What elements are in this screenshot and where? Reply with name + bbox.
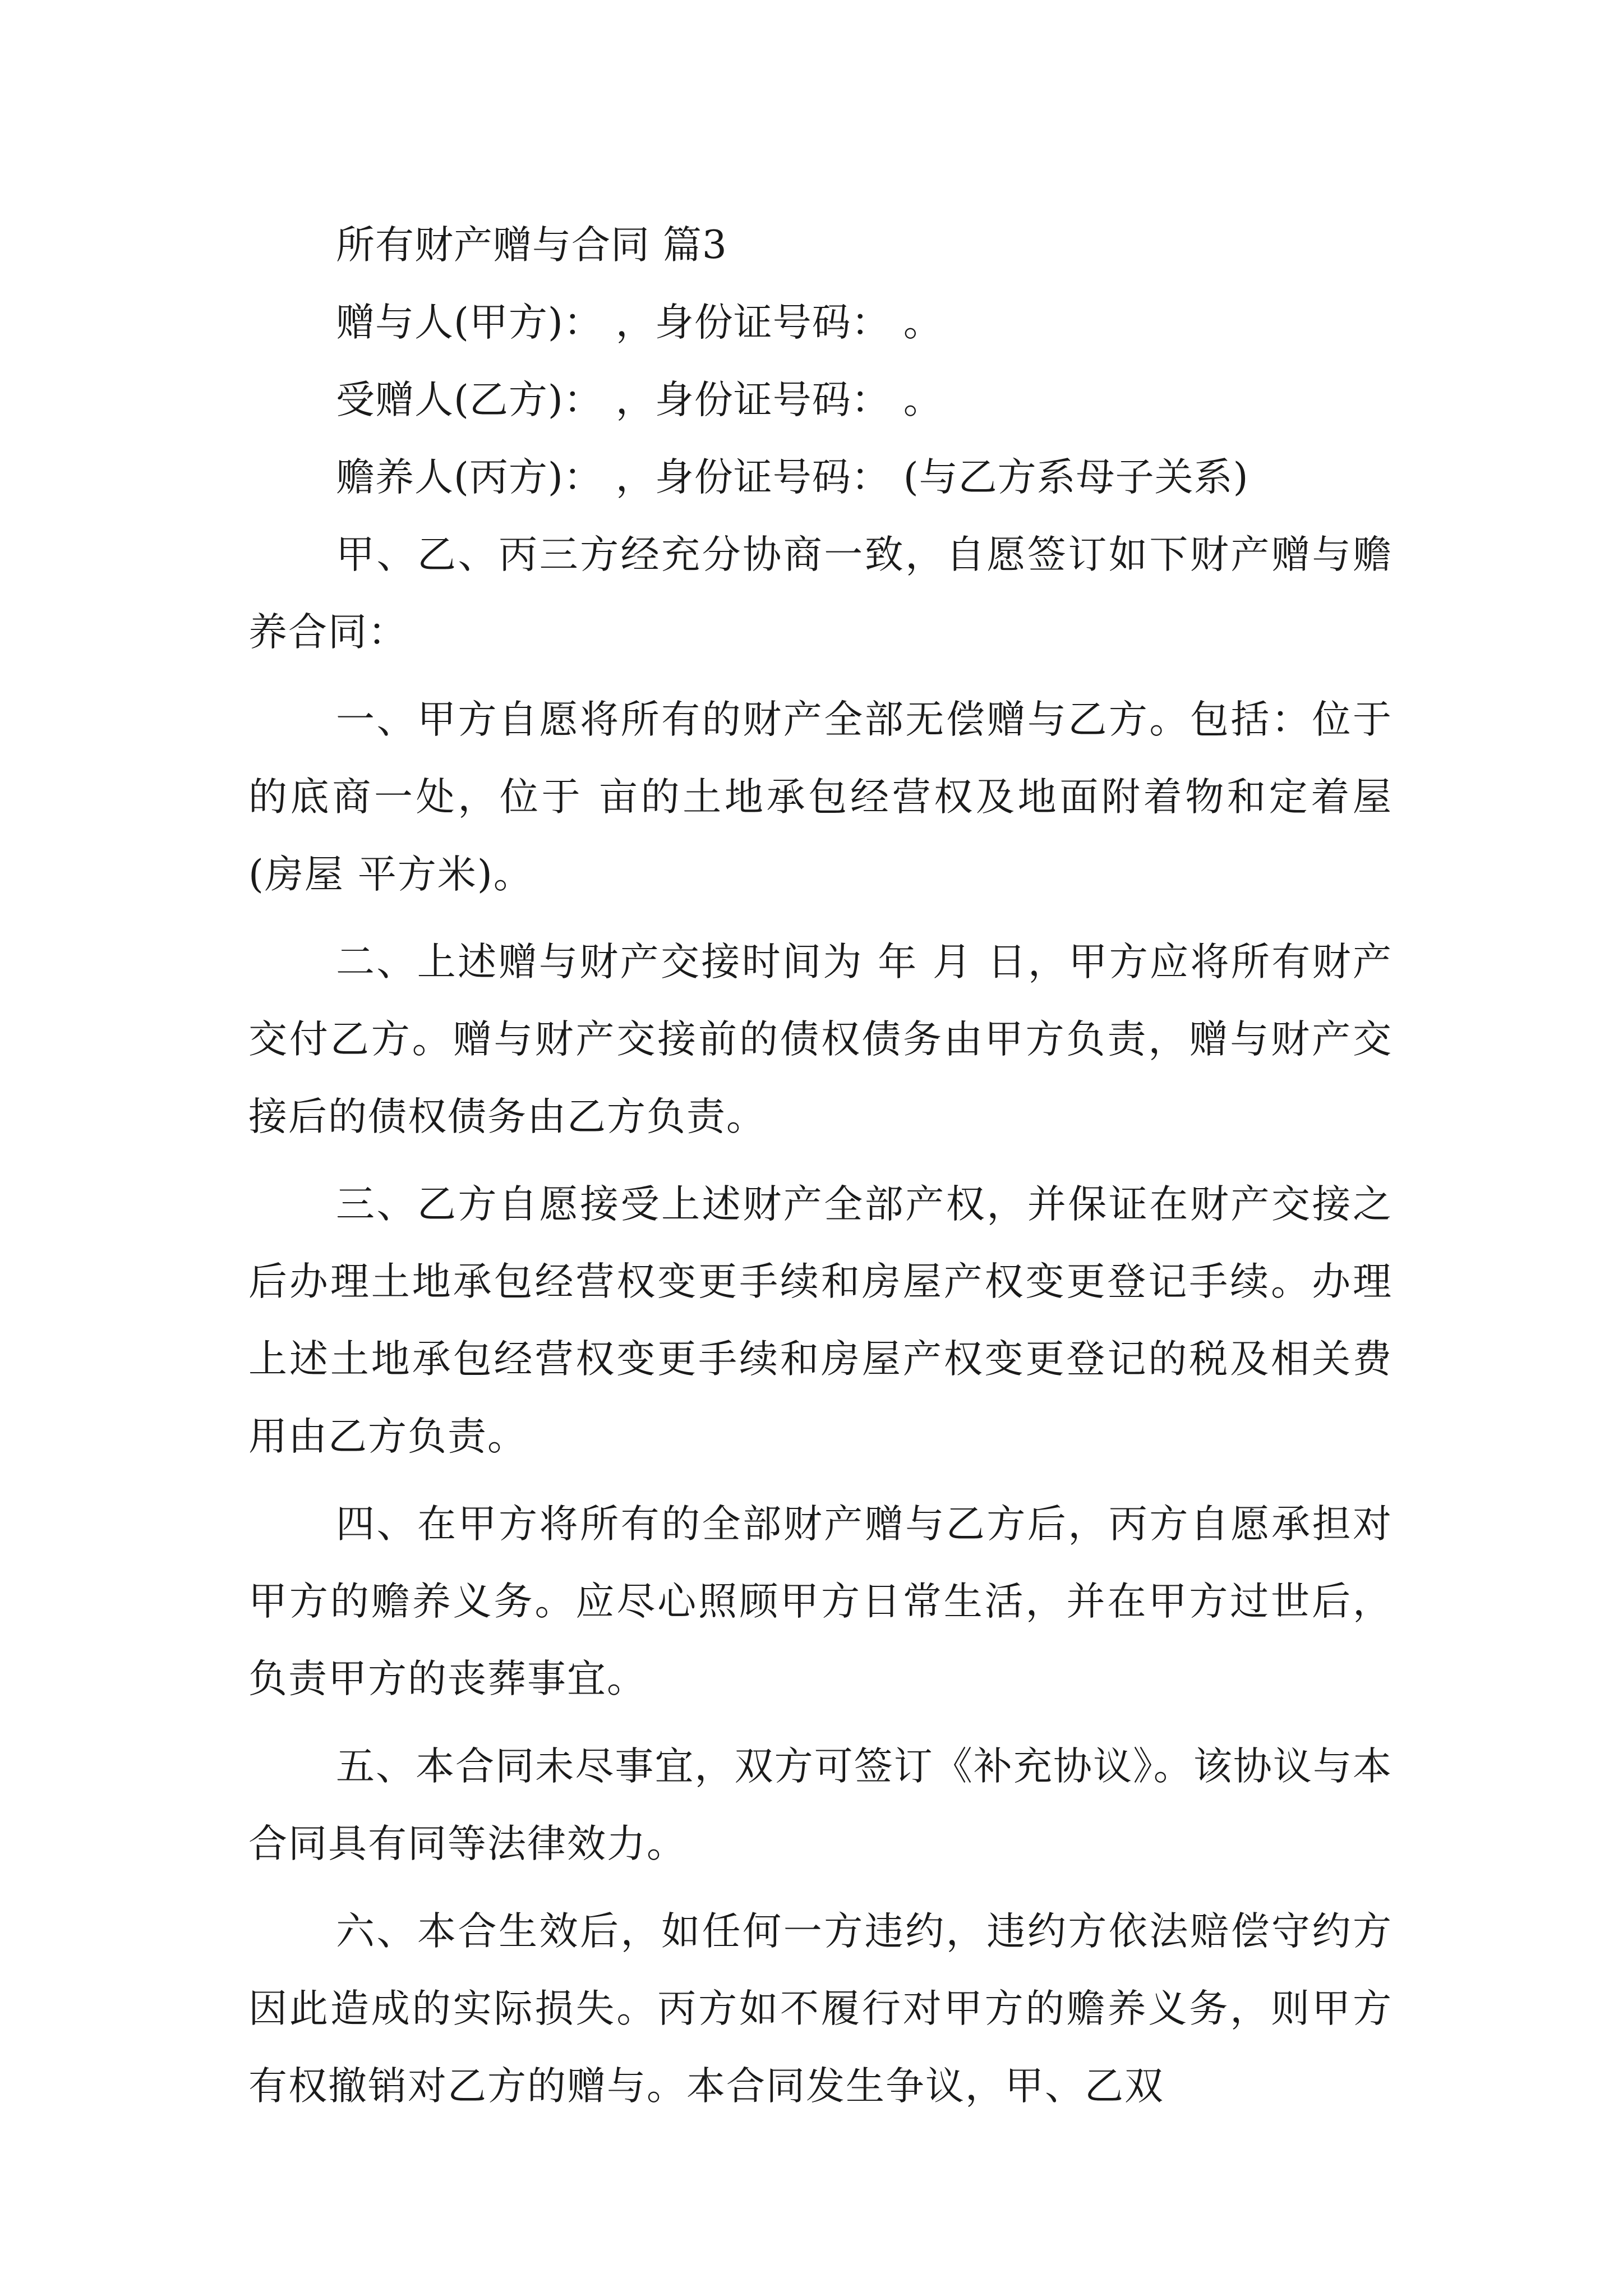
clause-1-paragraph: 一、甲方自愿将所有的财产全部无偿赠与乙方。包括：位于 的底商一处，位于 亩的土地承包经营权及地面附着物和定着屋(房屋 平方米)。 [248,697,1393,897]
clause-3-paragraph: 三、乙方自愿接受上述财产全部产权，并保证在财产交接之后办理土地承包经营权变更手续和房屋产权变更登记手续。办理上述土地承包经营权变更手续和房屋产权变更登记的税及相关费用由乙方负责。 [248,1182,1393,1459]
supporter-line: 赡养人(丙方)： ，身份证号码： (与乙方系母子关系) [336,455,1249,500]
clause-4-paragraph: 四、在甲方将所有的全部财产赠与乙方后，丙方自愿承担对甲方的赡养义务。应尽心照顾甲方日常生活，并在甲方过世后，负责甲方的丧葬事宜。 [248,1502,1393,1701]
clause-5-paragraph: 五、本合同未尽事宜，双方可签订《补充协议》。该协议与本合同具有同等法律效力。 [248,1744,1393,1866]
intro-paragraph: 甲、乙、丙三方经充分协商一致，自愿签订如下财产赠与赡养合同： [248,532,1393,655]
document-title: 所有财产赠与合同 篇3 [336,223,727,268]
clause-6-paragraph: 六、本合生效后，如任何一方违约，违约方依法赔偿守约方因此造成的实际损失。丙方如不履行对甲方的赡养义务，则甲方有权撤销对乙方的赠与。本合同发生争议，甲、乙双 [248,1909,1393,2109]
document-body [248,206,1393,2135]
recipient-line: 受赠人(乙方)： ，身份证号码： 。 [336,378,943,422]
clause-2-paragraph: 二、上述赠与财产交接时间为 年 月 日，甲方应将所有财产交付乙方。赠与财产交接前的债权债务由甲方负责，赠与财产交接后的债权债务由乙方负责。 [248,940,1393,1139]
donor-line: 赠与人(甲方)： ，身份证号码： 。 [336,300,943,345]
